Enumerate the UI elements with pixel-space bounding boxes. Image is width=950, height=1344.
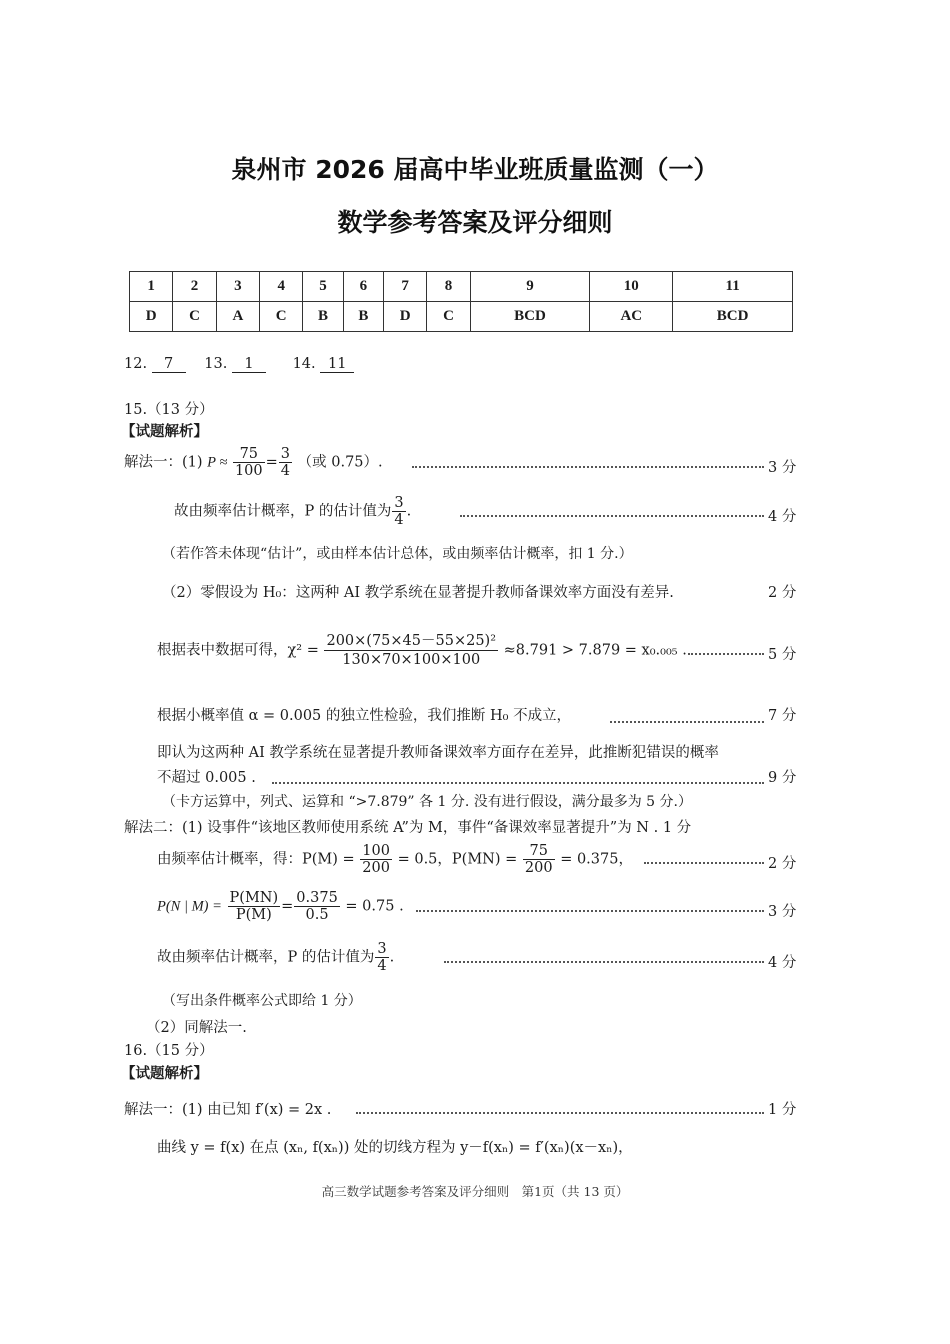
question-number-cell: 10 (590, 272, 673, 302)
q15-analysis-label: 【试题解析】 (121, 423, 208, 440)
question-number-cell: 3 (216, 272, 259, 302)
question-number-cell: 6 (343, 272, 383, 302)
score-mark: 3 分 (768, 904, 797, 920)
q15-method1-line1: 解法一：(1) P ≈ $\frac{75}{100}$ = $\frac{3}{4}$ （或 0.75）. (124, 446, 383, 479)
q15-independence-test: 根据小概率值 α = 0.005 的独立性检验，我们推断 H₀ 不成立， (157, 708, 572, 724)
q15-method2-part2: （2）同解法一. (146, 1020, 247, 1036)
score-mark: 5 分 (768, 647, 797, 663)
q16-line1: 解法一：(1) 由已知 f′(x) = 2x . (124, 1102, 332, 1118)
q15-header: 15.（13 分） (124, 402, 214, 418)
answer-table (129, 271, 793, 332)
score-mark: 2 分 (768, 585, 797, 601)
q16-line2: 曲线 y = f(x) 在点 (xₙ, f(xₙ)) 处的切线方程为 y－f(xₙ) = f′(xₙ)(x－xₙ)， (157, 1140, 633, 1156)
fill-in-answers: 12. 7 13. 1 14. 11 (124, 356, 354, 373)
q15-method2-note: （写出条件概率公式即给 1 分） (162, 993, 362, 1009)
question-number-cell: 1 (130, 272, 173, 302)
answer-cell: B (303, 302, 343, 332)
answer-cell: C (427, 302, 470, 332)
leader-dots (610, 721, 764, 723)
score-mark: 7 分 (768, 708, 797, 724)
q15-chi-square: 根据表中数据可得，χ² = $\frac{\text{200×(75×45－55×25)²}}{130\times 70\times 100\times 100}$ ≈8.791 > 7.879 = x₀.₀₀₅ . (157, 633, 687, 668)
q14-answer: 11 (320, 356, 354, 373)
answer-cell: D (384, 302, 427, 332)
q15-conclusion-line1: 即认为这两种 AI 教学系统在显著提升教师备课效率方面存在差异，此推断犯错误的概率 (157, 745, 719, 761)
question-number-cell: 2 (173, 272, 216, 302)
answer-cell: C (260, 302, 303, 332)
page-footer: 高三数学试题参考答案及评分细则 第1页（共 13 页） (321, 1184, 629, 1199)
question-number-cell: 9 (470, 272, 590, 302)
leader-dots (356, 1112, 764, 1114)
leader-dots (272, 782, 764, 784)
question-number-cell: 8 (427, 272, 470, 302)
answer-cell: BCD (673, 302, 793, 332)
question-number-cell: 7 (384, 272, 427, 302)
question-number-row (130, 272, 793, 302)
q15-method2-line3: P(N | M) = $\frac{P(MN)}{P(M)}$ = $\frac{0.375}{0.5}$ = 0.75 . (157, 890, 404, 923)
q12-answer: 7 (152, 356, 186, 373)
question-number-cell: 11 (673, 272, 793, 302)
q15-method2-line1: 解法二：(1) 设事件“该地区教师使用系统 A”为 M，事件“备课效率显著提升”为 N . 1 分 (124, 820, 692, 836)
q15-part2-hypothesis: （2）零假设为 H₀：这两种 AI 教学系统在显著提升教师备课效率方面没有差异. (162, 585, 674, 601)
answer-cell: D (130, 302, 173, 332)
leader-dots (644, 862, 764, 864)
q16-header: 16.（15 分） (124, 1043, 214, 1059)
q15-method2-line2: 由频率估计概率，得：P(M) = $\frac{100}{200}$ = 0.5，P(MN) = $\frac{75}{200}$ = 0.375， (157, 843, 633, 876)
score-mark: 9 分 (768, 770, 797, 786)
q15-method1-line2: 故由频率估计概率，P 的估计值为 $\frac{3}{4}$ . (174, 495, 412, 528)
leader-dots (460, 515, 764, 517)
leader-dots (412, 466, 764, 468)
q13-answer: 1 (232, 356, 266, 373)
score-mark: 4 分 (768, 509, 797, 525)
leader-dots (444, 961, 764, 963)
q16-analysis-label: 【试题解析】 (121, 1065, 208, 1082)
answer-cell: C (173, 302, 216, 332)
answer-cell: B (343, 302, 383, 332)
document-subtitle: 数学参考答案及评分细则 (337, 208, 613, 237)
score-mark: 1 分 (768, 1102, 797, 1118)
q15-note2: （卡方运算中，列式、运算和 “>7.879” 各 1 分. 没有进行假设，满分最多为 5 分.） (162, 794, 692, 810)
leader-dots (688, 653, 764, 655)
q15-method2-line4: 故由频率估计概率，P 的估计值为 $\frac{3}{4}$ . (157, 941, 395, 974)
document-title: 泉州市 2026 届高中毕业班质量监测（一） (231, 155, 719, 184)
leader-dots (416, 910, 764, 912)
score-mark: 2 分 (768, 856, 797, 872)
answer-cell: BCD (470, 302, 590, 332)
score-mark: 3 分 (768, 460, 797, 476)
answer-cell: AC (590, 302, 673, 332)
question-number-cell: 5 (303, 272, 343, 302)
q15-conclusion-line2: 不超过 0.005 . (157, 770, 256, 786)
answer-row (130, 302, 793, 332)
q15-note1: （若作答未体现“估计”，或由样本估计总体，或由频率估计概率，扣 1 分.） (162, 546, 633, 562)
question-number-cell: 4 (260, 272, 303, 302)
score-mark: 4 分 (768, 955, 797, 971)
answer-cell: A (216, 302, 259, 332)
